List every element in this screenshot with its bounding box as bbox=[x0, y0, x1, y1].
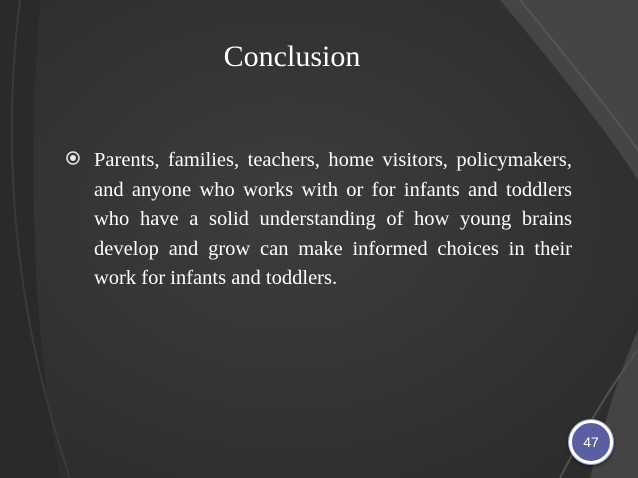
page-number-badge: 47 bbox=[569, 420, 613, 464]
target-bullet-icon bbox=[66, 151, 80, 165]
bullet-text: Parents, families, teachers, home visitors, policymakers, and anyone who works with or for infants and toddlers who have a solid understanding of how young brains develop and grow can make informed choices in their work for infants and toddlers. bbox=[94, 149, 572, 289]
slide-title: Conclusion bbox=[223, 40, 361, 73]
bullet-item bbox=[66, 146, 572, 294]
